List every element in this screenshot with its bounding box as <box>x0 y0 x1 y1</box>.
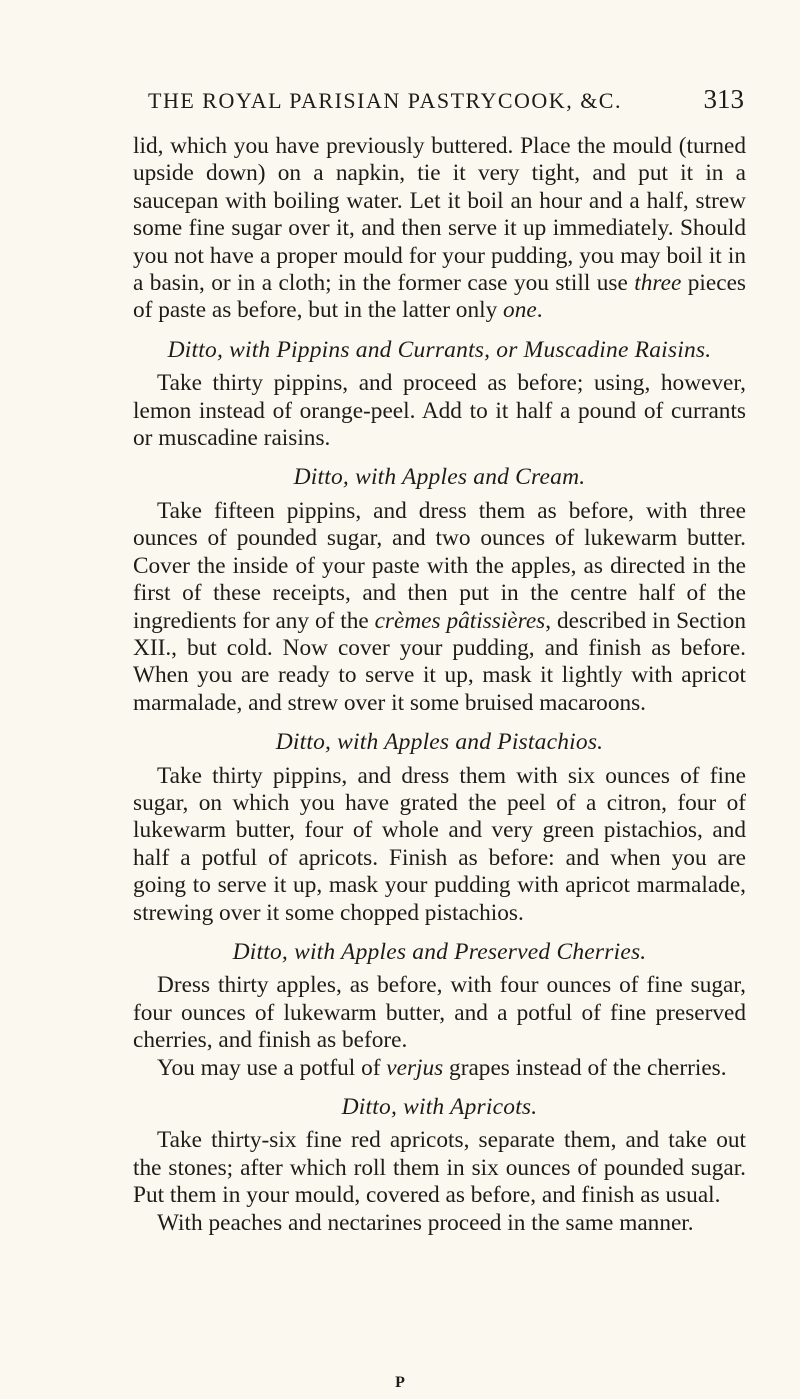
recipe-note: You may use a potful of verjus grapes instead of the cherries. <box>157 1054 727 1081</box>
recipe-heading: Ditto, with Apricots. <box>341 1094 538 1120</box>
recipe-paragraph: Take fifteen pippins, and dress them as before, with three ounces of pounded sugar, and two ounces of lukewarm butter. Cover the inside of your paste with the apples, as directed in the first of these receipts, and then put in the centre half of the ingredients for any of the crèmes pâtissières, described in Section XII., but cold. Now cover your pudding, and finish as before. When you are ready to serve it up, mask it lightly with apricot marmalade, and strew over it some bruised macaroons. <box>133 497 746 716</box>
page-number: 313 <box>703 84 744 114</box>
page-header <box>148 84 744 114</box>
intro-paragraph: lid, which you have previously buttered. Place the mould (turned upside down) on a napkin, tie it very tight, and put it in a saucepan with boiling water. Let it boil an hour and a half, strew some fine sugar over it, and then serve it up immediately. Should you not have a proper mould for your pudding, you may boil it in a basin, or in a cloth; in the former case you still use three pieces of paste as before, but in the latter only one. <box>133 133 746 324</box>
recipe-heading: Ditto, with Apples and Preserved Cherries. <box>232 938 647 965</box>
recipe-heading: Ditto, with Apples and Cream. <box>293 464 586 491</box>
recipe-heading: Ditto, with Apples and Pistachios. <box>275 729 604 756</box>
recipe-paragraph: Dress thirty apples, as before, with four ounces of fine sugar, four ounces of lukewarm butter, and a potful of fine preserved cherries, and finish as before. <box>133 972 746 1054</box>
running-title: THE ROYAL PARISIAN PASTRYCOOK, &C. <box>148 88 622 113</box>
recipe-heading: Ditto, with Pippins and Currants, or Muscadine Raisins. <box>167 336 712 363</box>
signature-mark: P <box>395 1374 405 1391</box>
recipe-paragraph: Take thirty-six fine red apricots, separate them, and take out the stones; after which roll them in six ounces of pounded sugar. Put them in your mould, covered as before, and finish as usual. <box>133 1127 746 1209</box>
recipe-paragraph: Take thirty pippins, and dress them with six ounces of fine sugar, on which you have grated the peel of a citron, four of lukewarm butter, four of whole and very green pistachios, and half a potful of apricots. Finish as before: and when you are going to serve it up, mask your pudding with apricot marmalade, strewing over it some chopped pistachios. <box>133 762 746 926</box>
recipe-note: With peaches and nectarines proceed in the same manner. <box>157 1209 694 1236</box>
body-text <box>133 133 746 1237</box>
recipe-paragraph: Take thirty pippins, and proceed as before; using, however, lemon instead of orange-peel. Add to it half a pound of currants or muscadine raisins. <box>133 370 746 452</box>
